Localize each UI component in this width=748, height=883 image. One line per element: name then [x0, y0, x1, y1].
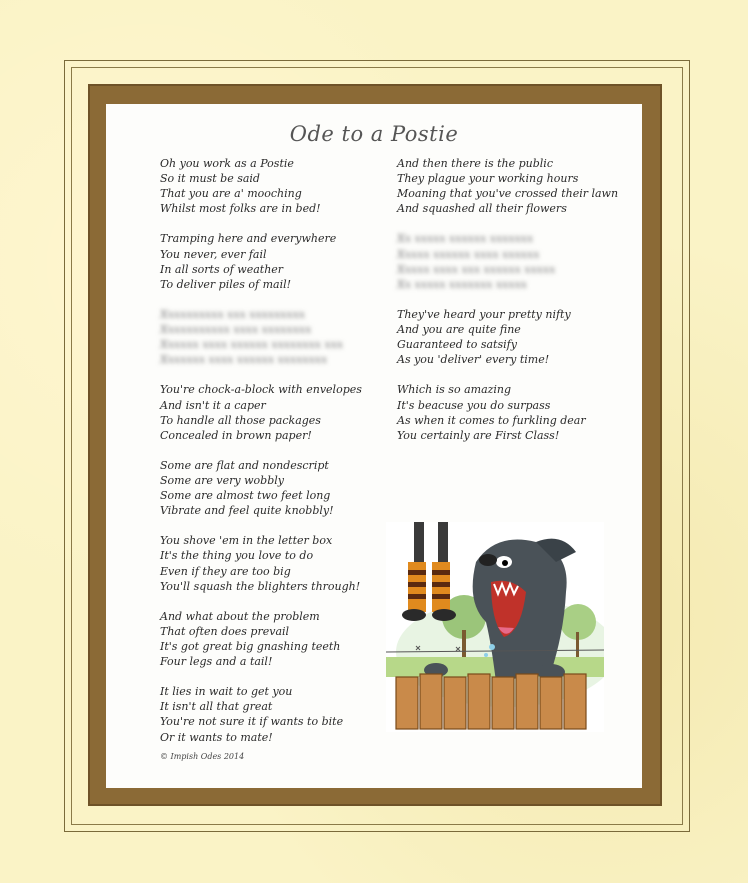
- blurred-stanza: [397, 231, 627, 291]
- poem-line: Oh you work as a Postie: [160, 157, 294, 170]
- stanza: [160, 684, 390, 744]
- poem-line: You'll squash the blighters through!: [160, 579, 361, 593]
- poem-line: Xxxxx xxxx xxx xxxxxx xxxxx: [397, 262, 556, 276]
- poem-line: So it must be said: [160, 172, 260, 186]
- stanza: [160, 458, 390, 518]
- poem-line: You're chock-a-block with envelopes: [160, 383, 362, 397]
- poem-line: To deliver piles of mail!: [160, 277, 292, 291]
- poem-line: It's beacuse you do surpass: [397, 398, 551, 412]
- poem-line: That often does prevail: [160, 624, 290, 638]
- poem-line: Some are almost two feet long: [160, 489, 331, 503]
- poem-line: You're not sure it if wants to bite: [160, 715, 344, 729]
- poem-line: And then there is the public: [397, 157, 553, 170]
- poem-line: Moaning that you've crossed their lawn: [397, 187, 619, 201]
- poem-line: Xxxxxxxxxxx xxxx xxxxxxxx: [160, 323, 312, 337]
- poem-line: You shove 'em in the letter box: [160, 534, 333, 548]
- poem-line: To handle all those packages: [160, 413, 321, 427]
- poem-line: Four legs and a tail!: [160, 655, 273, 669]
- poem-line: Xxxxxxxxxx xxx xxxxxxxxx: [160, 307, 306, 321]
- poem-line: Some are flat and nondescript: [160, 458, 329, 472]
- poem-line: They've heard your pretty nifty: [397, 307, 571, 321]
- poem-line: Whilst most folks are in bed!: [160, 202, 321, 216]
- poem-paper: [106, 104, 642, 788]
- poem-line: Xx xxxxx xxxxxx xxxxxxx: [397, 232, 534, 246]
- dog-and-postie-illustration: [386, 522, 604, 732]
- poem-line: You never, ever fail: [160, 247, 267, 261]
- poem-line: In all sorts of weather: [160, 262, 284, 276]
- poem-line: Xxxxxx xxxx xxxxxx xxxxxxxx xxx: [160, 338, 344, 352]
- poem-line: Some are very wobbly: [160, 473, 284, 487]
- left-column: [160, 156, 390, 760]
- copyright-notice: © Impish Odes 2014: [160, 752, 245, 761]
- stanza: [160, 231, 390, 291]
- poem-line: Vibrate and feel quite knobbly!: [160, 504, 334, 518]
- poem-line: Tramping here and everywhere: [160, 232, 337, 246]
- right-column: [397, 156, 627, 458]
- poem-line: As you 'deliver' every time!: [397, 353, 550, 367]
- poem-line: They plague your working hours: [397, 172, 579, 186]
- poem-line: That you are a' mooching: [160, 187, 302, 201]
- poem-line: And you are quite fine: [397, 323, 521, 337]
- poem-line: It lies in wait to get you: [160, 685, 293, 699]
- blurred-stanza: [160, 307, 390, 367]
- poem-line: It's got great big gnashing teeth: [160, 640, 341, 653]
- poem-line: Which is so amazing: [397, 383, 512, 397]
- poem-line: As when it comes to furkling dear: [397, 413, 586, 427]
- poem-line: Guaranteed to satsify: [397, 338, 517, 352]
- poem-line: And squashed all their flowers: [397, 202, 567, 216]
- poem-line: Or it wants to mate!: [160, 730, 273, 744]
- poem-line: It isn't all that great: [160, 700, 273, 714]
- stanza: [160, 382, 390, 442]
- poem-line: And isn't it a caper: [160, 398, 266, 412]
- stanza: [160, 156, 390, 216]
- poem-line: Concealed in brown paper!: [160, 428, 312, 442]
- poem-line: Even if they are too big: [160, 564, 291, 578]
- poem-title: Ode to a Postie: [289, 122, 459, 146]
- poem-line: Xxxxx xxxxxx xxxx xxxxxx: [397, 247, 540, 261]
- stanza: [397, 382, 627, 442]
- poem-line: You certainly are First Class!: [397, 428, 560, 442]
- stanza: [160, 609, 390, 669]
- poem-line: Xxxxxxx xxxx xxxxxx xxxxxxxx: [160, 353, 328, 367]
- poem-line: It's the thing you love to do: [160, 549, 314, 563]
- poem-line: Xx xxxxx xxxxxxx xxxxx: [397, 277, 527, 291]
- stanza: [397, 307, 627, 367]
- poem-line: And what about the problem: [160, 609, 320, 623]
- stanza: [397, 156, 627, 216]
- stanza: [160, 533, 390, 593]
